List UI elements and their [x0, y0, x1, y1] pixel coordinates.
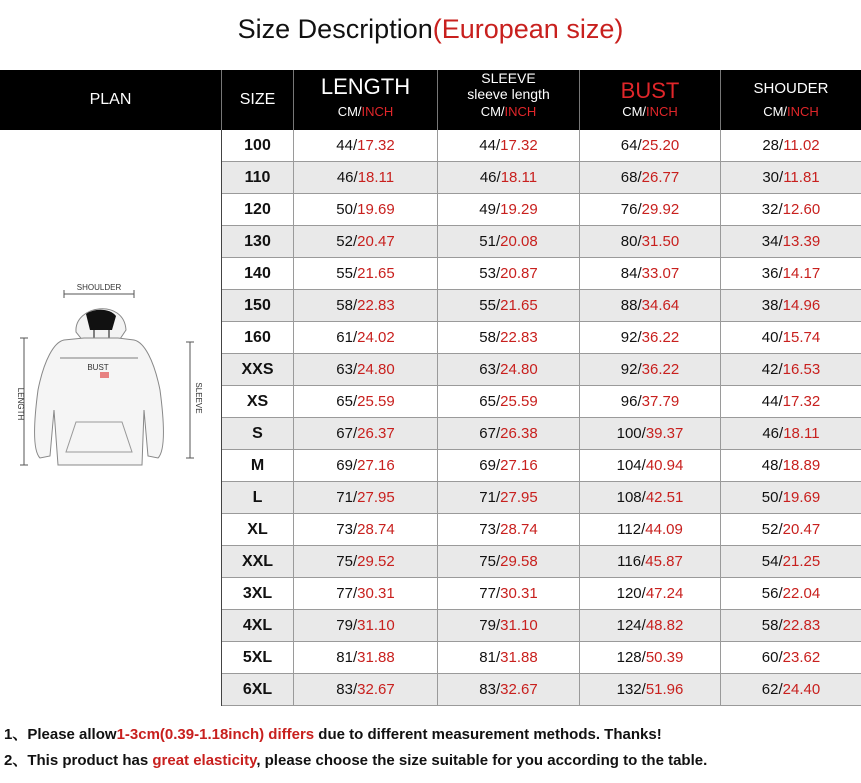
table-row	[222, 290, 861, 322]
measure-cell: 58/22.83	[438, 322, 580, 353]
size-cell: S	[222, 418, 294, 449]
measure-cell: 73/28.74	[438, 514, 580, 545]
measure-cell: 58/22.83	[761, 617, 821, 634]
measure-cell: 83/32.67	[438, 674, 580, 705]
measure-cell: 38/14.96	[761, 297, 821, 314]
note-2: 2、This product has great elasticity, please choose the size suitable for you according to the table.	[4, 752, 708, 769]
header-plan	[0, 70, 222, 130]
size-cell: L	[222, 482, 294, 513]
measure-cell: 124/48.82	[580, 610, 721, 641]
measure-cell: 79/31.10	[438, 610, 580, 641]
measure-cell: 55/21.65	[438, 290, 580, 321]
measure-cell: 58/22.83	[294, 290, 438, 321]
table-row	[222, 130, 861, 162]
header-bust-unit: CM/INCH	[622, 104, 678, 119]
measure-cell: 63/24.80	[294, 354, 438, 385]
header-size-label: SIZE	[239, 91, 276, 108]
header-length	[294, 70, 438, 130]
measure-cell: 69/27.16	[294, 450, 438, 481]
measure-cell: 128/50.39	[580, 642, 721, 673]
plan-column	[0, 130, 222, 706]
measure-cell: 65/25.59	[294, 386, 438, 417]
size-cell: 130	[222, 226, 294, 257]
table-row	[222, 354, 861, 386]
header-bust	[580, 70, 721, 130]
measure-cell: 50/19.69	[294, 194, 438, 225]
measure-cell: 96/37.79	[580, 386, 721, 417]
measure-cell: 55/21.65	[294, 258, 438, 289]
header-bust-label: BUST	[620, 78, 680, 103]
measure-cell: 40/15.74	[761, 329, 821, 346]
measure-cell: 112/44.09	[580, 514, 721, 545]
measure-cell: 48/18.89	[761, 457, 821, 474]
measure-cell: 64/25.20	[580, 130, 721, 161]
table-row	[222, 674, 861, 706]
measure-cell: 132/51.96	[580, 674, 721, 705]
measure-cell: 71/27.95	[294, 482, 438, 513]
size-cell: XXL	[222, 546, 294, 577]
measure-cell: 46/18.11	[294, 162, 438, 193]
table-row	[222, 642, 861, 674]
size-table-body	[222, 130, 861, 706]
measure-cell: 36/14.17	[761, 265, 821, 282]
measure-cell: 73/28.74	[294, 514, 438, 545]
measure-cell: 46/18.11	[762, 425, 820, 442]
measure-cell: 44/17.32	[761, 393, 821, 410]
size-cell: XS	[222, 386, 294, 417]
measure-cell: 42/16.53	[761, 361, 821, 378]
measure-cell: 54/21.25	[761, 553, 821, 570]
table-row	[222, 482, 861, 514]
table-row	[222, 322, 861, 354]
measure-cell: 50/19.69	[761, 489, 821, 506]
measure-cell: 30/11.81	[762, 169, 820, 186]
header-plan-label: PLAN	[89, 91, 132, 108]
size-cell: 5XL	[222, 642, 294, 673]
measure-cell: 104/40.94	[580, 450, 721, 481]
size-cell: 160	[222, 322, 294, 353]
measure-cell: 65/25.59	[438, 386, 580, 417]
measure-cell: 71/27.95	[438, 482, 580, 513]
measure-cell: 77/30.31	[438, 578, 580, 609]
measure-cell: 49/19.29	[438, 194, 580, 225]
measure-cell: 84/33.07	[580, 258, 721, 289]
measure-cell: 100/39.37	[580, 418, 721, 449]
hoodie-diagram	[14, 280, 214, 490]
table-row	[222, 546, 861, 578]
measure-cell: 120/47.24	[580, 578, 721, 609]
header-shoulder-label: SHOUDER	[753, 80, 829, 97]
measure-cell: 108/42.51	[580, 482, 721, 513]
measure-cell: 44/17.32	[438, 130, 580, 161]
table-row	[222, 258, 861, 290]
measure-cell: 52/20.47	[294, 226, 438, 257]
table-row	[222, 514, 861, 546]
diagram-bust-label: BUST	[87, 363, 109, 372]
size-cell: 140	[222, 258, 294, 289]
table-row	[222, 418, 861, 450]
measure-cell: 116/45.87	[580, 546, 721, 577]
measure-cell: 53/20.87	[438, 258, 580, 289]
table-row	[222, 610, 861, 642]
size-cell: XL	[222, 514, 294, 545]
measure-cell: 92/36.22	[580, 322, 721, 353]
header-sleeve-unit: CM/INCH	[480, 104, 537, 119]
header-length-unit: CM/INCH	[337, 104, 394, 119]
size-cell: 110	[222, 162, 294, 193]
measure-cell: 92/36.22	[580, 354, 721, 385]
header-shoulder-unit: CM/INCH	[763, 104, 819, 119]
table-row	[222, 194, 861, 226]
measure-cell: 80/31.50	[580, 226, 721, 257]
measure-cell: 81/31.88	[438, 642, 580, 673]
measure-cell: 67/26.37	[294, 418, 438, 449]
measure-cell: 34/13.39	[761, 233, 821, 250]
measure-cell: 77/30.31	[294, 578, 438, 609]
measure-cell: 51/20.08	[438, 226, 580, 257]
table-header	[0, 70, 861, 130]
diagram-length-label: LENGTH	[16, 387, 25, 421]
diagram-shoulder-label: SHOULDER	[76, 283, 122, 292]
header-sleeve	[438, 70, 580, 130]
size-cell: 3XL	[222, 578, 294, 609]
measure-cell: 63/24.80	[438, 354, 580, 385]
table-row	[222, 578, 861, 610]
size-cell: 120	[222, 194, 294, 225]
measure-cell: 76/29.92	[580, 194, 721, 225]
notes	[4, 722, 707, 774]
page-title	[0, 14, 861, 45]
size-cell: 6XL	[222, 674, 294, 705]
header-shoulder	[721, 70, 861, 130]
measure-cell: 62/24.40	[761, 681, 821, 698]
measure-cell: 61/24.02	[294, 322, 438, 353]
table-row	[222, 226, 861, 258]
measure-cell: 46/18.11	[438, 162, 580, 193]
size-cell: M	[222, 450, 294, 481]
measure-cell: 52/20.47	[761, 521, 821, 538]
measure-cell: 79/31.10	[294, 610, 438, 641]
note-1: 1、Please allow1-3cm(0.39-1.18inch) differs due to different measurement methods. Thanks!	[4, 726, 662, 743]
table-row	[222, 162, 861, 194]
size-cell: 4XL	[222, 610, 294, 641]
title-main: Size Description	[237, 14, 433, 44]
measure-cell: 32/12.60	[761, 201, 821, 218]
header-length-label: LENGTH	[320, 74, 411, 99]
size-cell: 100	[222, 130, 294, 161]
header-size	[222, 70, 294, 130]
measure-cell: 68/26.77	[580, 162, 721, 193]
measure-cell: 75/29.52	[294, 546, 438, 577]
table-row	[222, 386, 861, 418]
measure-cell: 88/34.64	[580, 290, 721, 321]
title-accent: (European size)	[432, 14, 624, 44]
measure-cell: 83/32.67	[294, 674, 438, 705]
measure-cell: 60/23.62	[761, 649, 821, 666]
measure-cell: 75/29.58	[438, 546, 580, 577]
size-cell: 150	[222, 290, 294, 321]
header-sleeve-label: SLEEVE sleeve length	[467, 70, 550, 102]
measure-cell: 81/31.88	[294, 642, 438, 673]
measure-cell: 28/11.02	[762, 137, 820, 154]
measure-cell: 44/17.32	[294, 130, 438, 161]
measure-cell: 69/27.16	[438, 450, 580, 481]
size-cell: XXS	[222, 354, 294, 385]
diagram-sleeve-label: SLEEVE	[194, 382, 203, 414]
measure-cell: 67/26.38	[438, 418, 580, 449]
measure-cell: 56/22.04	[761, 585, 821, 602]
table-row	[222, 450, 861, 482]
